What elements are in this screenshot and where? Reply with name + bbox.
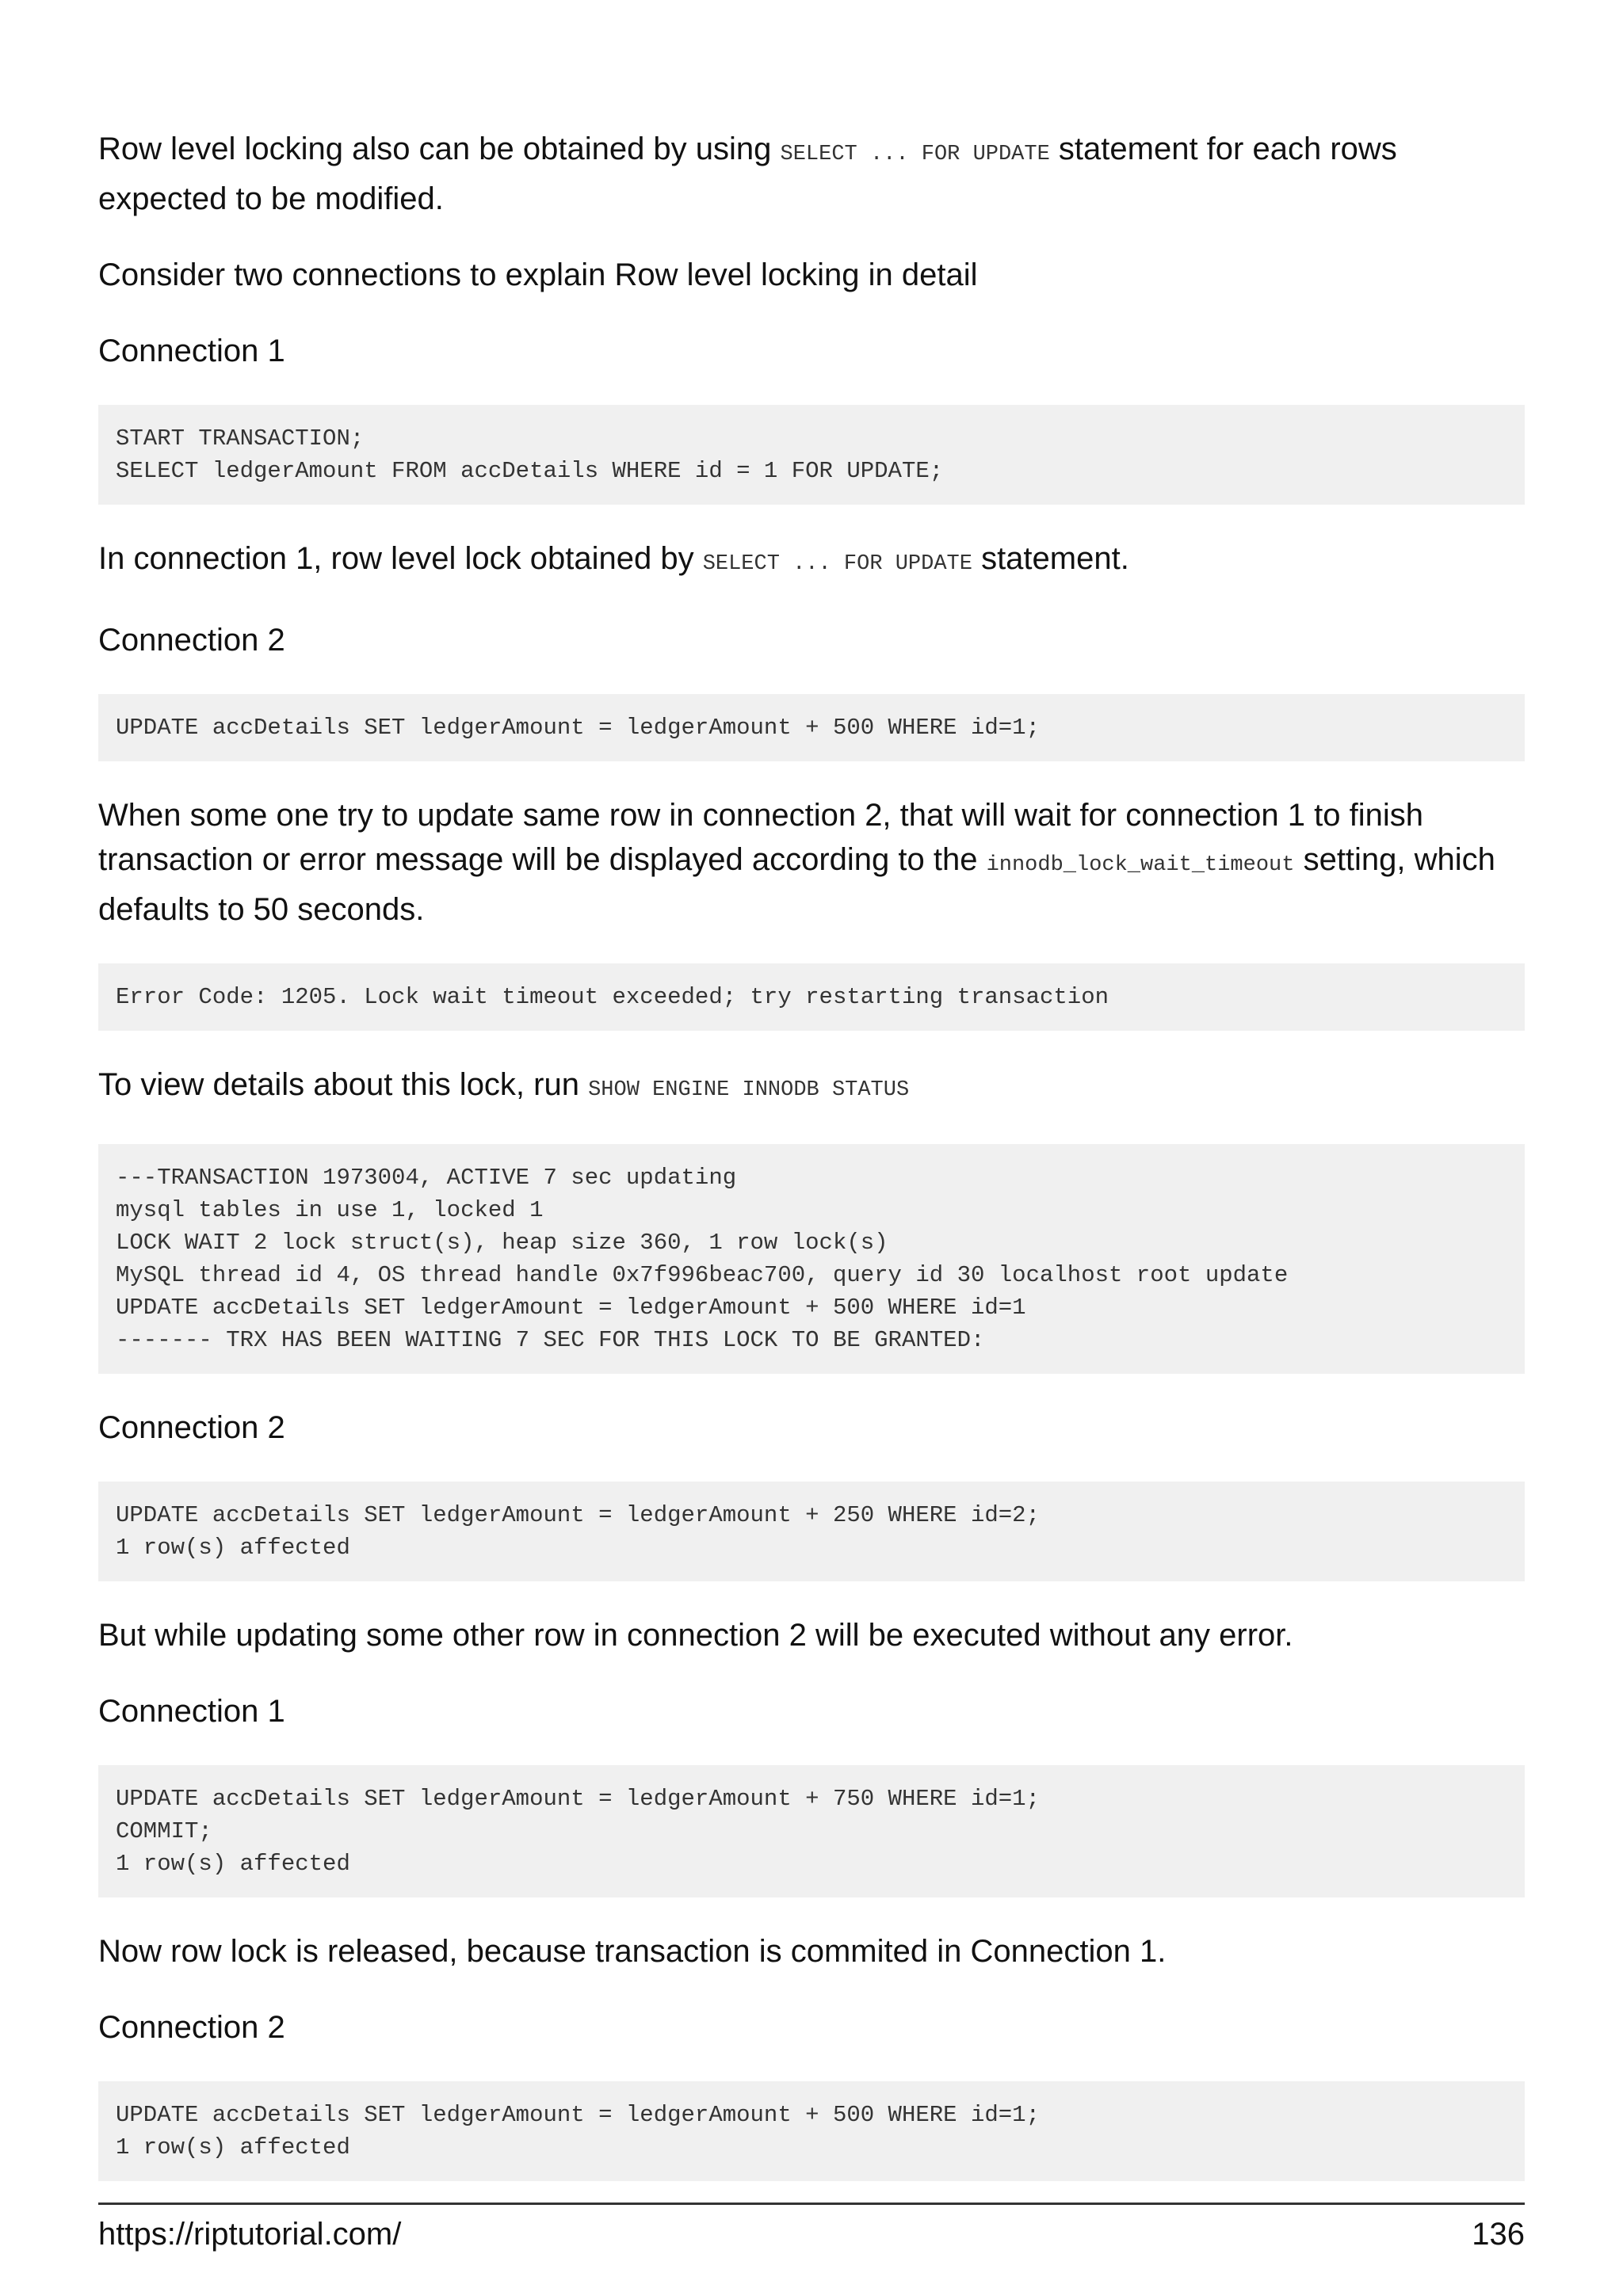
code-block-connection-1-select xyxy=(98,405,1525,505)
text: To view details about this lock, run xyxy=(98,1067,589,1102)
code-block-connection-2-other-row xyxy=(98,1482,1525,1581)
heading-connection-2: Connection 2 xyxy=(98,623,285,658)
heading-connection-1: Connection 1 xyxy=(98,1694,285,1729)
code-line: UPDATE accDetails SET ledgerAmount = ledgerAmount + 750 WHERE id=1; xyxy=(116,1786,1040,1812)
paragraph-view-details xyxy=(98,1062,1525,1112)
heading-connection-2: Connection 2 xyxy=(98,2010,285,2045)
code-line: 1 row(s) affected xyxy=(116,2134,350,2161)
code-block-innodb-status xyxy=(98,1144,1525,1374)
code-block-error xyxy=(98,963,1525,1031)
code-line: UPDATE accDetails SET ledgerAmount = ledgerAmount + 250 WHERE id=2; xyxy=(116,1502,1040,1528)
code-line: 1 row(s) affected xyxy=(116,1535,350,1561)
code-line: ---TRANSACTION 1973004, ACTIVE 7 sec updating xyxy=(116,1165,737,1191)
code-line: COMMIT; xyxy=(116,1818,212,1844)
inline-code: innodb_lock_wait_timeout xyxy=(986,853,1295,877)
text: Row level locking also can be obtained by using xyxy=(98,132,781,166)
heading-connection-2: Connection 2 xyxy=(98,1410,285,1445)
code-line: ------- TRX HAS BEEN WAITING 7 SEC FOR THIS LOCK TO BE GRANTED: xyxy=(116,1327,985,1353)
text: In connection 1, row level lock obtained by xyxy=(98,541,703,576)
text: When some one try to update same row in connection 2, that will wait for connection 1 to finish transaction or error message will be displayed according to the xyxy=(98,798,1423,877)
code-line: Error Code: 1205. Lock wait timeout exceeded; try restarting transaction xyxy=(116,984,1109,1010)
paragraph-row-locking-intro xyxy=(98,127,1525,221)
paragraph-lock-obtained xyxy=(98,536,1525,586)
heading-connection-1: Connection 1 xyxy=(98,334,285,368)
code-line: mysql tables in use 1, locked 1 xyxy=(116,1197,544,1223)
code-block-connection-2-update xyxy=(98,694,1525,761)
paragraph-no-error: But while updating some other row in connection 2 will be executed without any error. xyxy=(98,1618,1293,1653)
paragraph-wait-timeout xyxy=(98,793,1525,932)
code-line: UPDATE accDetails SET ledgerAmount = ledgerAmount + 500 WHERE id=1 xyxy=(116,1295,1026,1321)
code-line: LOCK WAIT 2 lock struct(s), heap size 360, 1 row lock(s) xyxy=(116,1230,888,1256)
inline-code: SHOW ENGINE INNODB STATUS xyxy=(588,1078,910,1102)
text: setting, which defaults to 50 seconds. xyxy=(98,842,1495,927)
footer-url[interactable]: https://riptutorial.com/ xyxy=(98,2217,402,2252)
text: statement for each rows expected to be modified. xyxy=(98,132,1397,216)
paragraph-two-connections: Consider two connections to explain Row level locking in detail xyxy=(98,257,978,292)
code-line: 1 row(s) affected xyxy=(116,1851,350,1877)
page-footer xyxy=(98,2203,1525,2254)
code-block-connection-1-commit xyxy=(98,1765,1525,1897)
code-line: UPDATE accDetails SET ledgerAmount = ledgerAmount + 500 WHERE id=1; xyxy=(116,2102,1040,2128)
page-content xyxy=(98,127,1525,2213)
code-line: START TRANSACTION; xyxy=(116,425,365,452)
page-number: 136 xyxy=(1472,2217,1525,2252)
inline-code: SELECT ... FOR UPDATE xyxy=(702,552,972,576)
code-block-connection-2-final xyxy=(98,2081,1525,2181)
inline-code: SELECT ... FOR UPDATE xyxy=(780,143,1050,166)
code-line: UPDATE accDetails SET ledgerAmount = ledgerAmount + 500 WHERE id=1; xyxy=(116,715,1040,741)
code-line: SELECT ledgerAmount FROM accDetails WHERE id = 1 FOR UPDATE; xyxy=(116,458,944,484)
code-line: MySQL thread id 4, OS thread handle 0x7f996beac700, query id 30 localhost root update xyxy=(116,1262,1289,1288)
text: statement. xyxy=(972,541,1129,576)
paragraph-lock-released: Now row lock is released, because transaction is commited in Connection 1. xyxy=(98,1934,1167,1969)
